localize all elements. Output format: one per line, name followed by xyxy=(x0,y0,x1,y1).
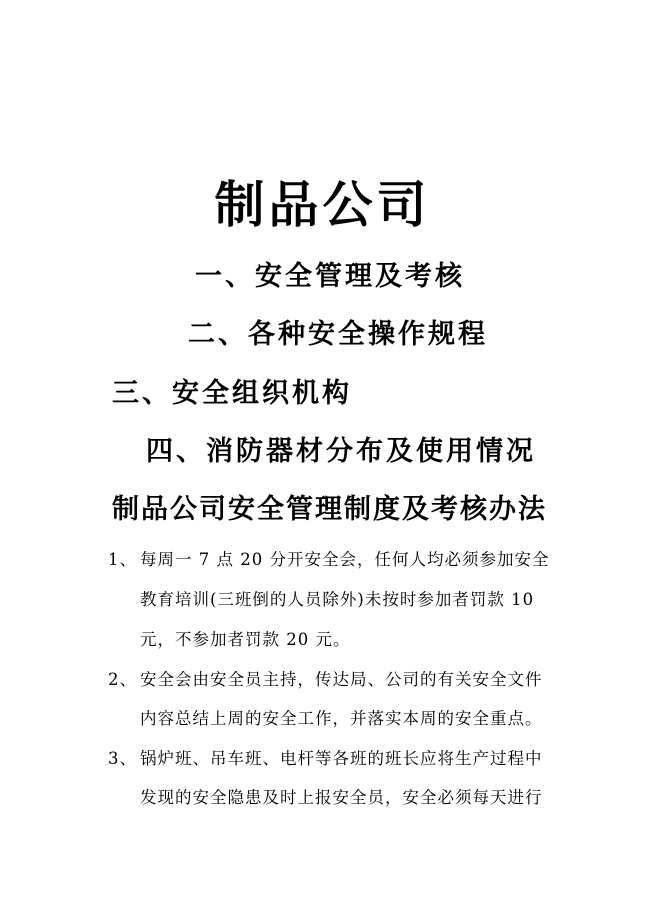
item-3-line-1: 锅炉班、吊车班、电杆等各班的班长应将生产过程中 xyxy=(140,749,543,768)
document-title: 制品公司 xyxy=(214,175,431,234)
item-3-number: 3、 xyxy=(108,749,137,768)
item-2-line-1: 安全会由安全员主持，传达局、公司的有关安全文件 xyxy=(140,670,543,689)
item-2-number: 2、 xyxy=(108,670,137,689)
item-1-line-1: 每周一 7 点 20 分开安全会，任何人均必须参加安全 xyxy=(140,550,550,569)
heading-safety-management: 一、安全管理及考核 xyxy=(195,261,465,292)
item-1-number: 1、 xyxy=(108,550,137,569)
heading-regulations-title: 制品公司安全管理制度及考核办法 xyxy=(112,494,547,525)
heading-operating-procedures: 二、各种安全操作规程 xyxy=(188,319,488,350)
item-1-line-2: 教育培训(三班倒的人员除外)未按时参加者罚款 10 xyxy=(140,590,535,609)
item-3-line-2: 发现的安全隐患及时上报安全员，安全必须每天进行 xyxy=(140,788,543,807)
heading-safety-organization: 三、安全组织机构 xyxy=(112,378,352,409)
heading-fire-equipment: 四、消防器材分布及使用情况 xyxy=(146,436,536,467)
item-1-line-3: 元，不参加者罚款 20 元。 xyxy=(140,630,351,649)
item-2-line-2: 内容总结上周的安全工作，并落实本周的安全重点。 xyxy=(140,709,543,728)
